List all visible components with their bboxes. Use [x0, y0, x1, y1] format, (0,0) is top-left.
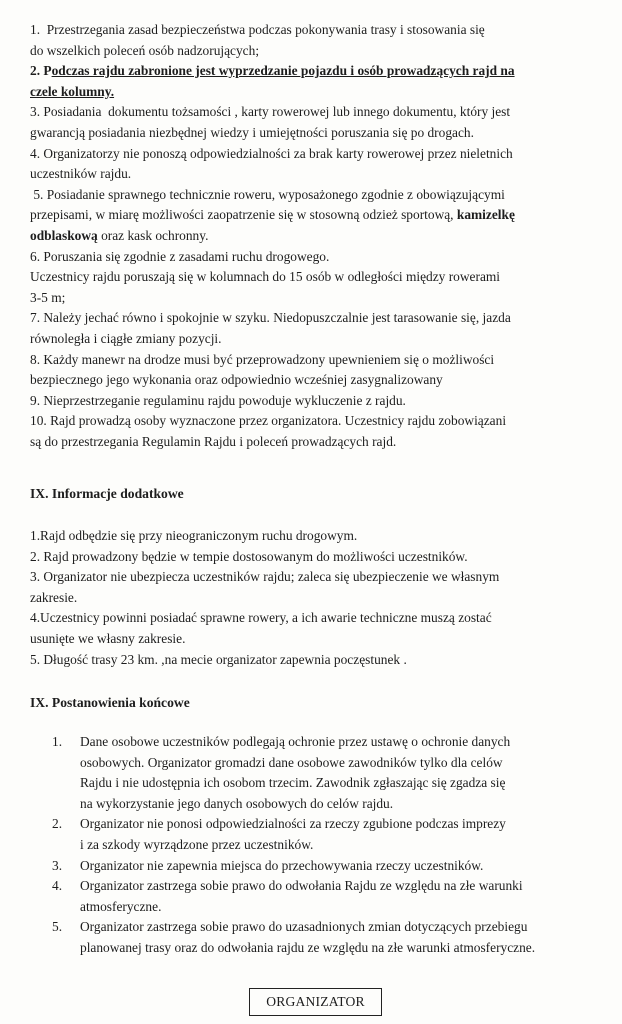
item-line: Rajdu i nie udostępnia ich osobom trzecim. Zawodnik zgłaszając się zgadza się [80, 775, 506, 791]
rule-bold: odblaskową [30, 227, 98, 243]
item-line: na wykorzystanie jego danych osobowych do celów rajdu. [80, 795, 394, 811]
info-line: zakresie. [30, 589, 78, 605]
rule-line: 1. Przestrzegania zasad bezpieczeństwa podczas pokonywania trasy i stosowania się [30, 22, 485, 37]
item-line: planowanej trasy oraz do odwołania rajdu ze względu na złe warunki atmosferyczne. [80, 939, 536, 955]
final-provisions-list [52, 732, 617, 959]
section-heading-info: IX. Informacje dodatkowe [30, 486, 184, 501]
final-item-5 [52, 917, 617, 958]
rule-line: przepisami, w miarę możliwości zaopatrzenie się w stosowną odzież sportową, [30, 207, 457, 223]
rule-line: 3. Posiadania dokumentu tożsamości , karty rowerowej lub innego dokumentu, który jest [30, 104, 511, 120]
rule-line: równoległa i ciągłe zmiany pozycji. [30, 330, 222, 346]
info-item-1 [30, 526, 615, 547]
item-number: 3. [52, 857, 63, 873]
organizer-signature-box [249, 988, 382, 1016]
rule-line: 4. Organizatorzy nie ponoszą odpowiedzialności za brak karty rowerowej przez nieletnich [30, 145, 513, 161]
final-item-2 [52, 814, 617, 855]
info-item-3 [30, 567, 615, 608]
rule-line: 7. Należy jechać równo i spokojnie w szyku. Niedopuszczalnie jest tarasowanie się, jazda [30, 310, 511, 326]
rule-line: do wszelkich poleceń osób nadzorujących; [30, 42, 260, 58]
rule-4 [30, 144, 615, 185]
rule-3 [30, 102, 615, 143]
rule-8 [30, 350, 615, 391]
info-list [30, 526, 615, 670]
info-line: 4.Uczestnicy powinni posiadać sprawne rowery, a ich awarie techniczne muszą zostać [30, 610, 492, 626]
rule-7 [30, 308, 615, 349]
rule-line: 9. Nieprzestrzeganie regulaminu rajdu powoduje wykluczenie z rajdu. [30, 392, 406, 408]
item-number: 1. [52, 734, 63, 749]
rule-5 [30, 185, 615, 247]
item-line: Organizator zastrzega sobie prawo do uzasadnionych zmian dotyczących przebiegu [80, 919, 528, 935]
item-line: Dane osobowe uczestników podlegają ochronie przez ustawę o ochronie danych [80, 734, 511, 749]
info-line: 5. Długość trasy 23 km. ,na mecie organizator zapewnia poczęstunek . [30, 651, 407, 667]
rule-bold: kamizelkę [456, 207, 515, 223]
info-line: 2. Rajd prowadzony będzie w tempie dostosowanym do możliwości uczestników. [30, 548, 468, 564]
item-number: 2. [52, 816, 63, 832]
rule-line: 3-5 m; [30, 289, 66, 305]
rule-line: odczas rajdu zabronione jest wyprzedzanie pojazdu i osób prowadzących rajd na [51, 63, 515, 79]
info-line: 3. Organizator nie ubezpiecza uczestników rajdu; zaleca się ubezpieczenie we własnym [30, 569, 500, 585]
item-line: i za szkody wyrządzone przez uczestników. [80, 836, 314, 852]
rule-line: oraz kask ochronny. [97, 227, 209, 243]
rule-line: są do przestrzegania Regulamin Rajdu i poleceń prowadzących rajd. [30, 433, 397, 449]
item-line: Organizator nie ponosi odpowiedzialności za rzeczy zgubione podczas imprezy [80, 816, 506, 832]
item-number: 5. [52, 919, 63, 935]
rule-line: uczestników rajdu. [30, 166, 132, 182]
final-item-3 [52, 856, 617, 877]
rule-9 [30, 391, 615, 412]
rule-1 [30, 20, 615, 61]
item-line: osobowych. Organizator gromadzi dane osobowe zawodników tylko dla celów [80, 754, 503, 770]
rule-line: bezpiecznego jego wykonania oraz odpowiednio wcześniej zasygnalizowany [30, 372, 443, 388]
item-line: Organizator nie zapewnia miejsca do przechowywania rzeczy uczestników. [80, 857, 484, 873]
rule-line: czele kolumny. [30, 83, 115, 99]
item-number: 4. [52, 878, 63, 894]
rule-line: gwarancją posiadania niezbędnej wiedzy i umiejętności poruszania się po drogach. [30, 124, 474, 140]
rule-line: 8. Każdy manewr na drodze musi być przeprowadzony upewnieniem się o możliwości [30, 351, 495, 367]
item-line: Organizator zastrzega sobie prawo do odwołania Rajdu ze względu na złe warunki [80, 878, 523, 894]
rule-line: 6. Poruszania się zgodnie z zasadami ruchu drogowego. [30, 248, 330, 264]
section-heading-final: IX. Postanowienia końcowe [30, 695, 190, 710]
rule-line: Uczestnicy rajdu poruszają się w kolumnach do 15 osób w odległości między rowerami [30, 269, 501, 285]
info-line: usunięte we własny zakresie. [30, 630, 186, 646]
rules-list [30, 20, 615, 452]
rule-line: 10. Rajd prowadzą osoby wyznaczone przez organizatora. Uczestnicy rajdu zobowiązani [30, 413, 507, 429]
info-line: 1.Rajd odbędzie się przy nieograniczonym ruchu drogowym. [30, 528, 358, 543]
rule-line: 2. P [30, 63, 52, 79]
rule-2 [30, 61, 615, 102]
item-line: atmosferyczne. [80, 898, 162, 914]
info-item-2 [30, 547, 615, 568]
rule-6 [30, 247, 615, 309]
info-item-5 [30, 650, 615, 671]
info-item-4 [30, 608, 615, 649]
organizer-label: ORGANIZATOR [266, 993, 365, 1009]
final-item-4 [52, 876, 617, 917]
final-item-1 [52, 732, 617, 814]
rule-10 [30, 411, 615, 452]
rule-line: 5. Posiadanie sprawnego technicznie roweru, wyposażonego zgodnie z obowiązującymi [30, 186, 505, 202]
